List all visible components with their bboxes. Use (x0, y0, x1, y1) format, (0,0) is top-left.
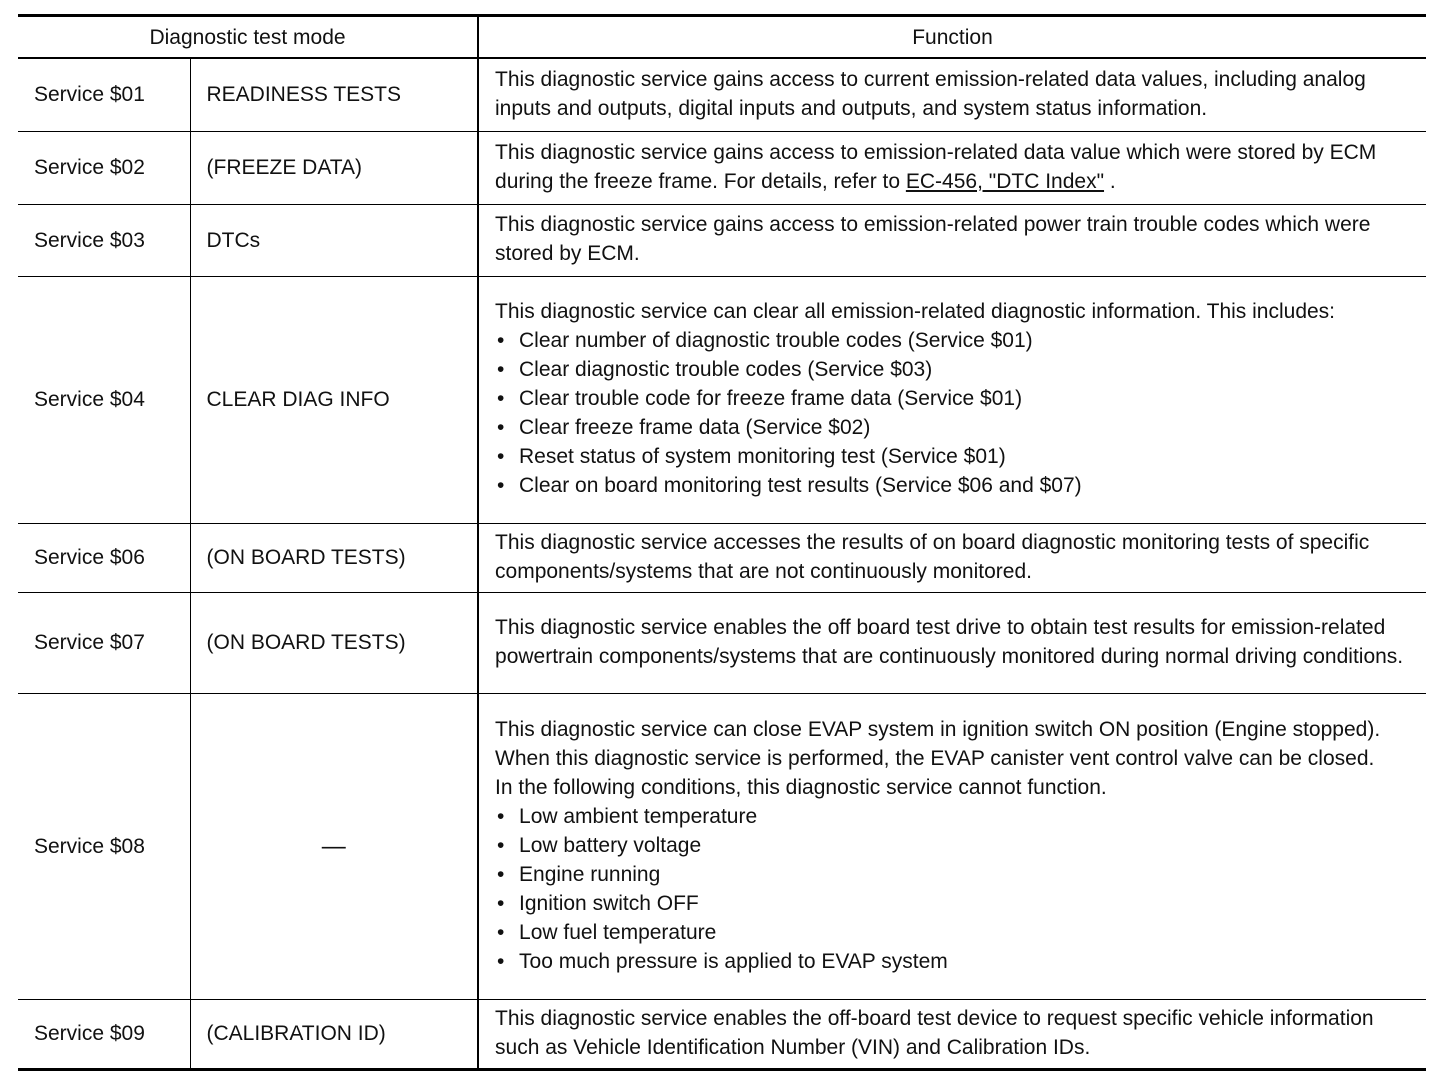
service-name: DTCs (190, 204, 478, 276)
service-code: Service $01 (18, 58, 190, 131)
list-item: • Clear freeze frame data (Service $02) (495, 413, 1418, 442)
service-name: (ON BOARD TESTS) (190, 592, 478, 693)
list-item: • Low fuel temperature (495, 918, 1418, 947)
list-item: • Low ambient temperature (495, 802, 1418, 831)
list-item: • Reset status of system monitoring test (Service $01) (495, 442, 1418, 471)
table-row (18, 592, 1426, 693)
list-item: • Engine running (495, 860, 1418, 889)
diagnostic-test-mode-table (18, 14, 1426, 1071)
list-item: • Clear diagnostic trouble codes (Service $03) (495, 355, 1418, 384)
service-name: (ON BOARD TESTS) (190, 523, 478, 592)
service-code: Service $04 (18, 276, 190, 523)
list-item: • Clear on board monitoring test results (Service $06 and $07) (495, 471, 1418, 500)
list-item: • Ignition switch OFF (495, 889, 1418, 918)
service-code: Service $06 (18, 523, 190, 592)
function-description: This diagnostic service enables the off board test drive to obtain test results for emission-related powertrain components/systems that are continuously monitored during normal driving conditions. (478, 592, 1426, 693)
service-name: (CALIBRATION ID) (190, 999, 478, 1069)
service-name: (FREEZE DATA) (190, 131, 478, 204)
function-description: This diagnostic service enables the off-board test device to request specific vehicle information such as Vehicle Identification Number (VIN) and Calibration IDs. (478, 999, 1426, 1069)
table-row (18, 131, 1426, 204)
header-diagnostic-test-mode: Diagnostic test mode (18, 16, 478, 59)
service-code: Service $07 (18, 592, 190, 693)
bullet-list (495, 326, 1418, 500)
service-name: CLEAR DIAG INFO (190, 276, 478, 523)
description-text-end: . (1104, 169, 1116, 193)
service-code: Service $08 (18, 693, 190, 999)
dtc-index-link[interactable]: EC-456, "DTC Index" (905, 169, 1105, 193)
service-code: Service $03 (18, 204, 190, 276)
service-name: READINESS TESTS (190, 58, 478, 131)
description-text: This diagnostic service can close EVAP system in ignition switch ON position (Engine stopped). When this diagnostic service is performed, the EVAP canister vent control valve can be closed. (495, 717, 1381, 770)
list-item: • Clear number of diagnostic trouble codes (Service $01) (495, 326, 1418, 355)
table-row (18, 58, 1426, 131)
bullet-list (495, 802, 1418, 976)
table-row (18, 523, 1426, 592)
list-item: • Too much pressure is applied to EVAP system (495, 947, 1418, 976)
function-description: This diagnostic service accesses the results of on board diagnostic monitoring tests of specific components/systems that are not continuously monitored. (478, 523, 1426, 592)
table-row (18, 693, 1426, 999)
function-description: This diagnostic service gains access to current emission-related data values, including analog inputs and outputs, digital inputs and outputs, and system status information. (478, 58, 1426, 131)
header-function: Function (478, 16, 1426, 59)
table-row (18, 276, 1426, 523)
list-item: • Low battery voltage (495, 831, 1418, 860)
list-item: • Clear trouble code for freeze frame data (Service $01) (495, 384, 1418, 413)
table-row (18, 204, 1426, 276)
function-description (478, 693, 1426, 999)
table-row (18, 999, 1426, 1069)
description-text: This diagnostic service gains access to emission-related data value which were stored by ECM during the freeze frame. For details, refer to (495, 140, 1377, 193)
service-code: Service $02 (18, 131, 190, 204)
service-code: Service $09 (18, 999, 190, 1069)
description-conditions: In the following conditions, this diagnostic service cannot function. (495, 775, 1107, 799)
header-row (18, 16, 1426, 59)
function-description: This diagnostic service gains access to emission-related power train trouble codes which were stored by ECM. (478, 204, 1426, 276)
function-description (478, 131, 1426, 204)
service-name: — (190, 693, 478, 999)
function-description (478, 276, 1426, 523)
description-text: This diagnostic service can clear all emission-related diagnostic information. This includes: (495, 300, 1336, 323)
